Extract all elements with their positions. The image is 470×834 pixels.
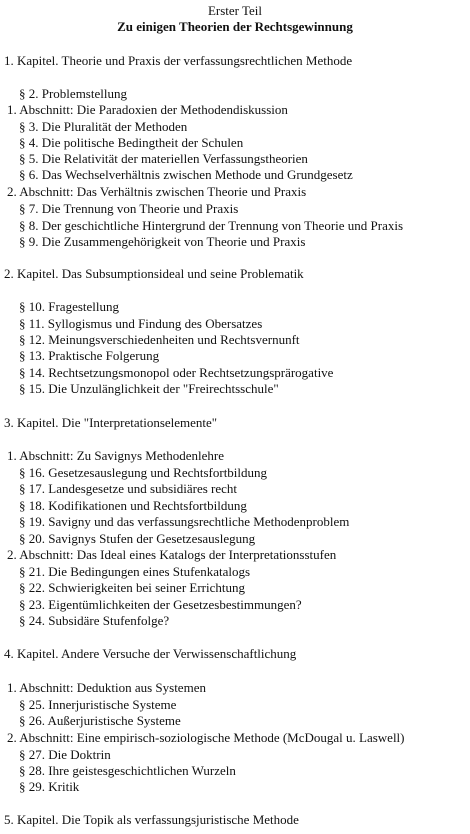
toc-kapitel: 3. Kapitel. Die "Interpretationselemente" [4,415,218,430]
toc-abschnitt: 2. Abschnitt: Das Ideal eines Katalogs der Interpretationsstufen [7,547,337,562]
toc-paragraph: § 27. Die Doktrin [19,747,111,762]
part-title: Zu einigen Theorien der Rechtsgewinnung [117,19,353,34]
toc-kapitel: 2. Kapitel. Das Subsumptionsideal und seine Problematik [4,266,304,281]
toc-paragraph: § 12. Meinungsverschiedenheiten und Rechtsvernunft [19,332,300,347]
toc-paragraph: § 11. Syllogismus und Findung des Obersatzes [19,316,263,331]
toc-paragraph: § 25. Innerjuristische Systeme [19,697,177,712]
toc-paragraph: § 22. Schwierigkeiten bei seiner Errichtung [19,580,245,595]
toc-paragraph: § 14. Rechtsetzungsmonopol oder Rechtsetzungsprärogative [19,365,334,380]
toc-paragraph: § 2. Problemstellung [19,86,127,101]
toc-paragraph: § 18. Kodifikationen und Rechtsfortbildung [19,498,247,513]
document-header [0,3,470,35]
toc-paragraph: § 24. Subsidäre Stufenfolge? [19,613,170,628]
toc-paragraph: § 7. Die Trennung von Theorie und Praxis [19,201,239,216]
toc-abschnitt: 2. Abschnitt: Eine empirisch-soziologische Methode (McDougal u. Laswell) [7,730,405,745]
toc-paragraph: § 17. Landesgesetze und subsidiäres recht [19,481,238,496]
toc-paragraph: § 28. Ihre geistesgeschichtlichen Wurzeln [19,763,236,778]
toc-paragraph: § 26. Außerjuristische Systeme [19,713,181,728]
toc-paragraph: § 8. Der geschichtliche Hintergrund der Trennung von Theorie und Praxis [19,218,404,233]
toc-paragraph: § 10. Fragestellung [19,299,120,314]
toc-paragraph: § 15. Die Unzulänglichkeit der "Freirechtsschule" [19,381,279,396]
toc-kapitel: 1. Kapitel. Theorie und Praxis der verfassungsrechtlichen Methode [4,53,353,68]
toc-kapitel: 5. Kapitel. Die Topik als verfassungsjuristische Methode [4,812,299,827]
toc-paragraph: § 3. Die Pluralität der Methoden [19,119,188,134]
toc-paragraph: § 23. Eigentümlichkeiten der Gesetzesbestimmungen? [19,597,302,612]
toc-abschnitt: 1. Abschnitt: Die Paradoxien der Methodendiskussion [7,102,288,117]
toc-abschnitt: 1. Abschnitt: Zu Savignys Methodenlehre [7,448,225,463]
toc-paragraph: § 19. Savigny und das verfassungsrechtliche Methodenproblem [19,514,350,529]
toc-paragraph: § 21. Die Bedingungen eines Stufenkatalogs [19,564,251,579]
toc-paragraph: § 29. Kritik [19,779,80,794]
toc-abschnitt: 2. Abschnitt: Das Verhältnis zwischen Theorie und Praxis [7,184,307,199]
toc-paragraph: § 4. Die politische Bedingtheit der Schulen [19,135,244,150]
toc-paragraph: § 6. Das Wechselverhältnis zwischen Methode und Grundgesetz [19,167,353,182]
toc-paragraph: § 20. Savignys Stufen der Gesetzesauslegung [19,531,256,546]
toc-paragraph: § 9. Die Zusammengehörigkeit von Theorie und Praxis [19,234,306,249]
toc-paragraph: § 16. Gesetzesauslegung und Rechtsfortbildung [19,465,268,480]
part-heading: Erster Teil [207,3,263,18]
toc-paragraph: § 5. Die Relativität der materiellen Verfassungstheorien [19,151,308,166]
toc-paragraph: § 13. Praktische Folgerung [19,348,160,363]
toc-kapitel: 4. Kapitel. Andere Versuche der Verwissenschaftlichung [4,646,297,661]
toc-abschnitt: 1. Abschnitt: Deduktion aus Systemen [7,680,206,695]
